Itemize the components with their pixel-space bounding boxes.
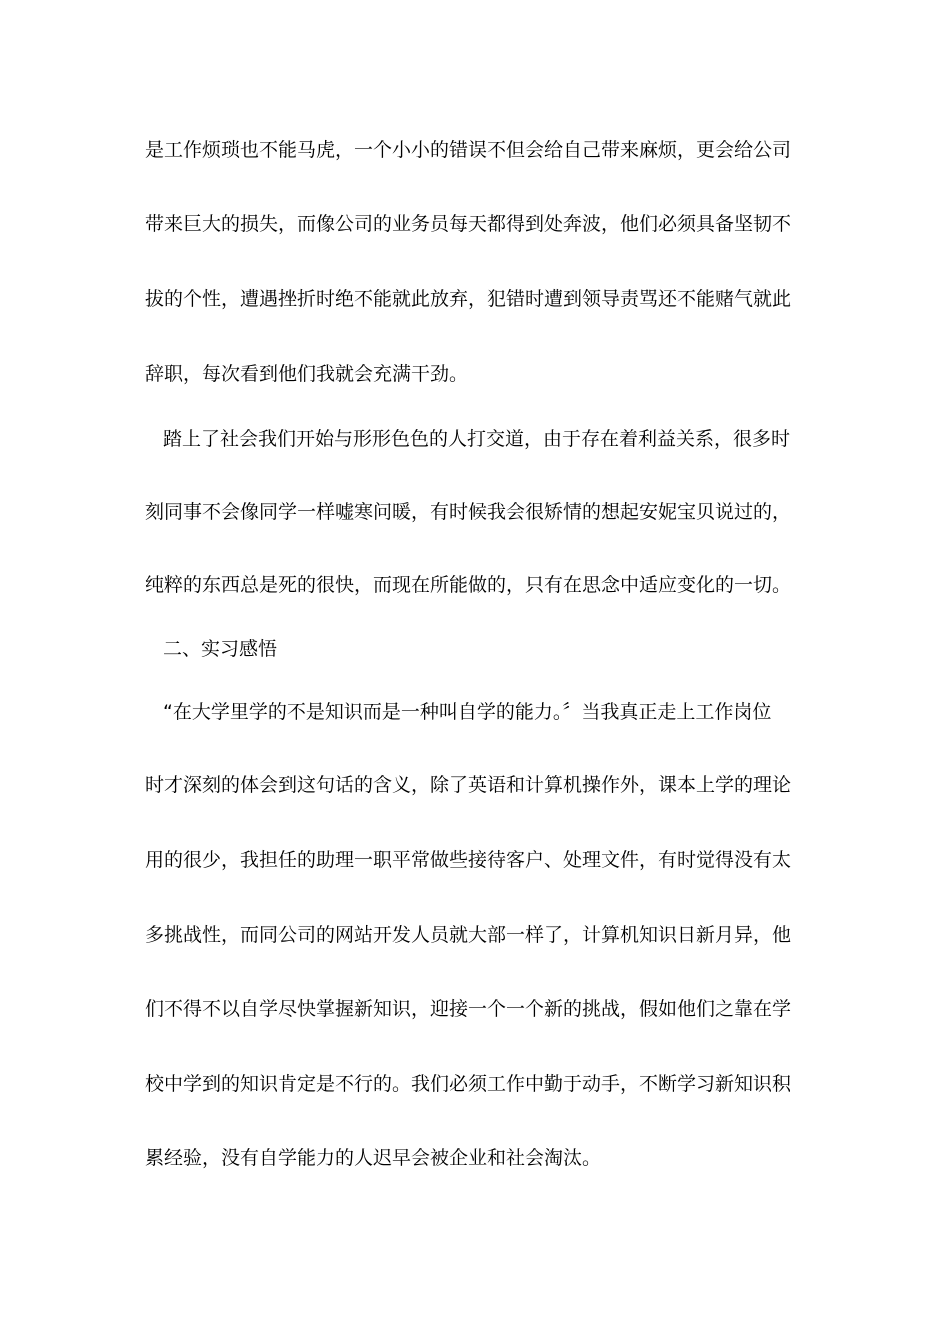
text-line: 多挑战性，而同公司的网站开发人员就大部一样了，计算机知识日新月异，他 (145, 924, 792, 946)
text-line: 踏上了社会我们开始与形形色色的人打交道，由于存在着利益关系，很多时 (163, 428, 791, 450)
section-heading: 二、实习感悟 (163, 638, 278, 660)
text-line: 校中学到的知识肯定是不行的。我们必须工作中勤于动手，不断学习新知识积 (145, 1073, 792, 1095)
text-line: 辞职，每次看到他们我就会充满干劲。 (145, 363, 469, 385)
text-line: 纯粹的东西总是死的很快，而现在所能做的，只有在思念中适应变化的一切。 (145, 574, 792, 596)
text-line: 累经验，没有自学能力的人迟早会被企业和社会淘汰。 (145, 1147, 602, 1169)
text-line: 是工作烦琐也不能马虎，一个小小的错误不但会给自己带来麻烦，更会给公司 (145, 139, 792, 161)
text-line: 们不得不以自学尽快掌握新知识，迎接一个一个新的挑战，假如他们之靠在学 (145, 998, 792, 1020)
text-line: 用的很少，我担任的助理一职平常做些接待客户、处理文件，有时觉得没有太 (145, 849, 792, 871)
text-line: 时才深刻的体会到这句话的含义，除了英语和计算机操作外，课本上学的理论 (145, 774, 792, 796)
text-line: 刻同事不会像同学一样嘘寒问暖，有时候我会很矫情的想起安妮宝贝说过的， (145, 501, 792, 523)
text-line: 拔的个性，遭遇挫折时绝不能就此放弃，犯错时遭到领导责骂还不能赌气就此 (145, 288, 792, 310)
text-line: 带来巨大的损失，而像公司的业务员每天都得到处奔波，他们必须具备坚韧不 (145, 213, 792, 235)
text-line: “在大学里学的不是知识而是一种叫自学的能力。〞当我真正走上工作岗位 (163, 701, 772, 723)
